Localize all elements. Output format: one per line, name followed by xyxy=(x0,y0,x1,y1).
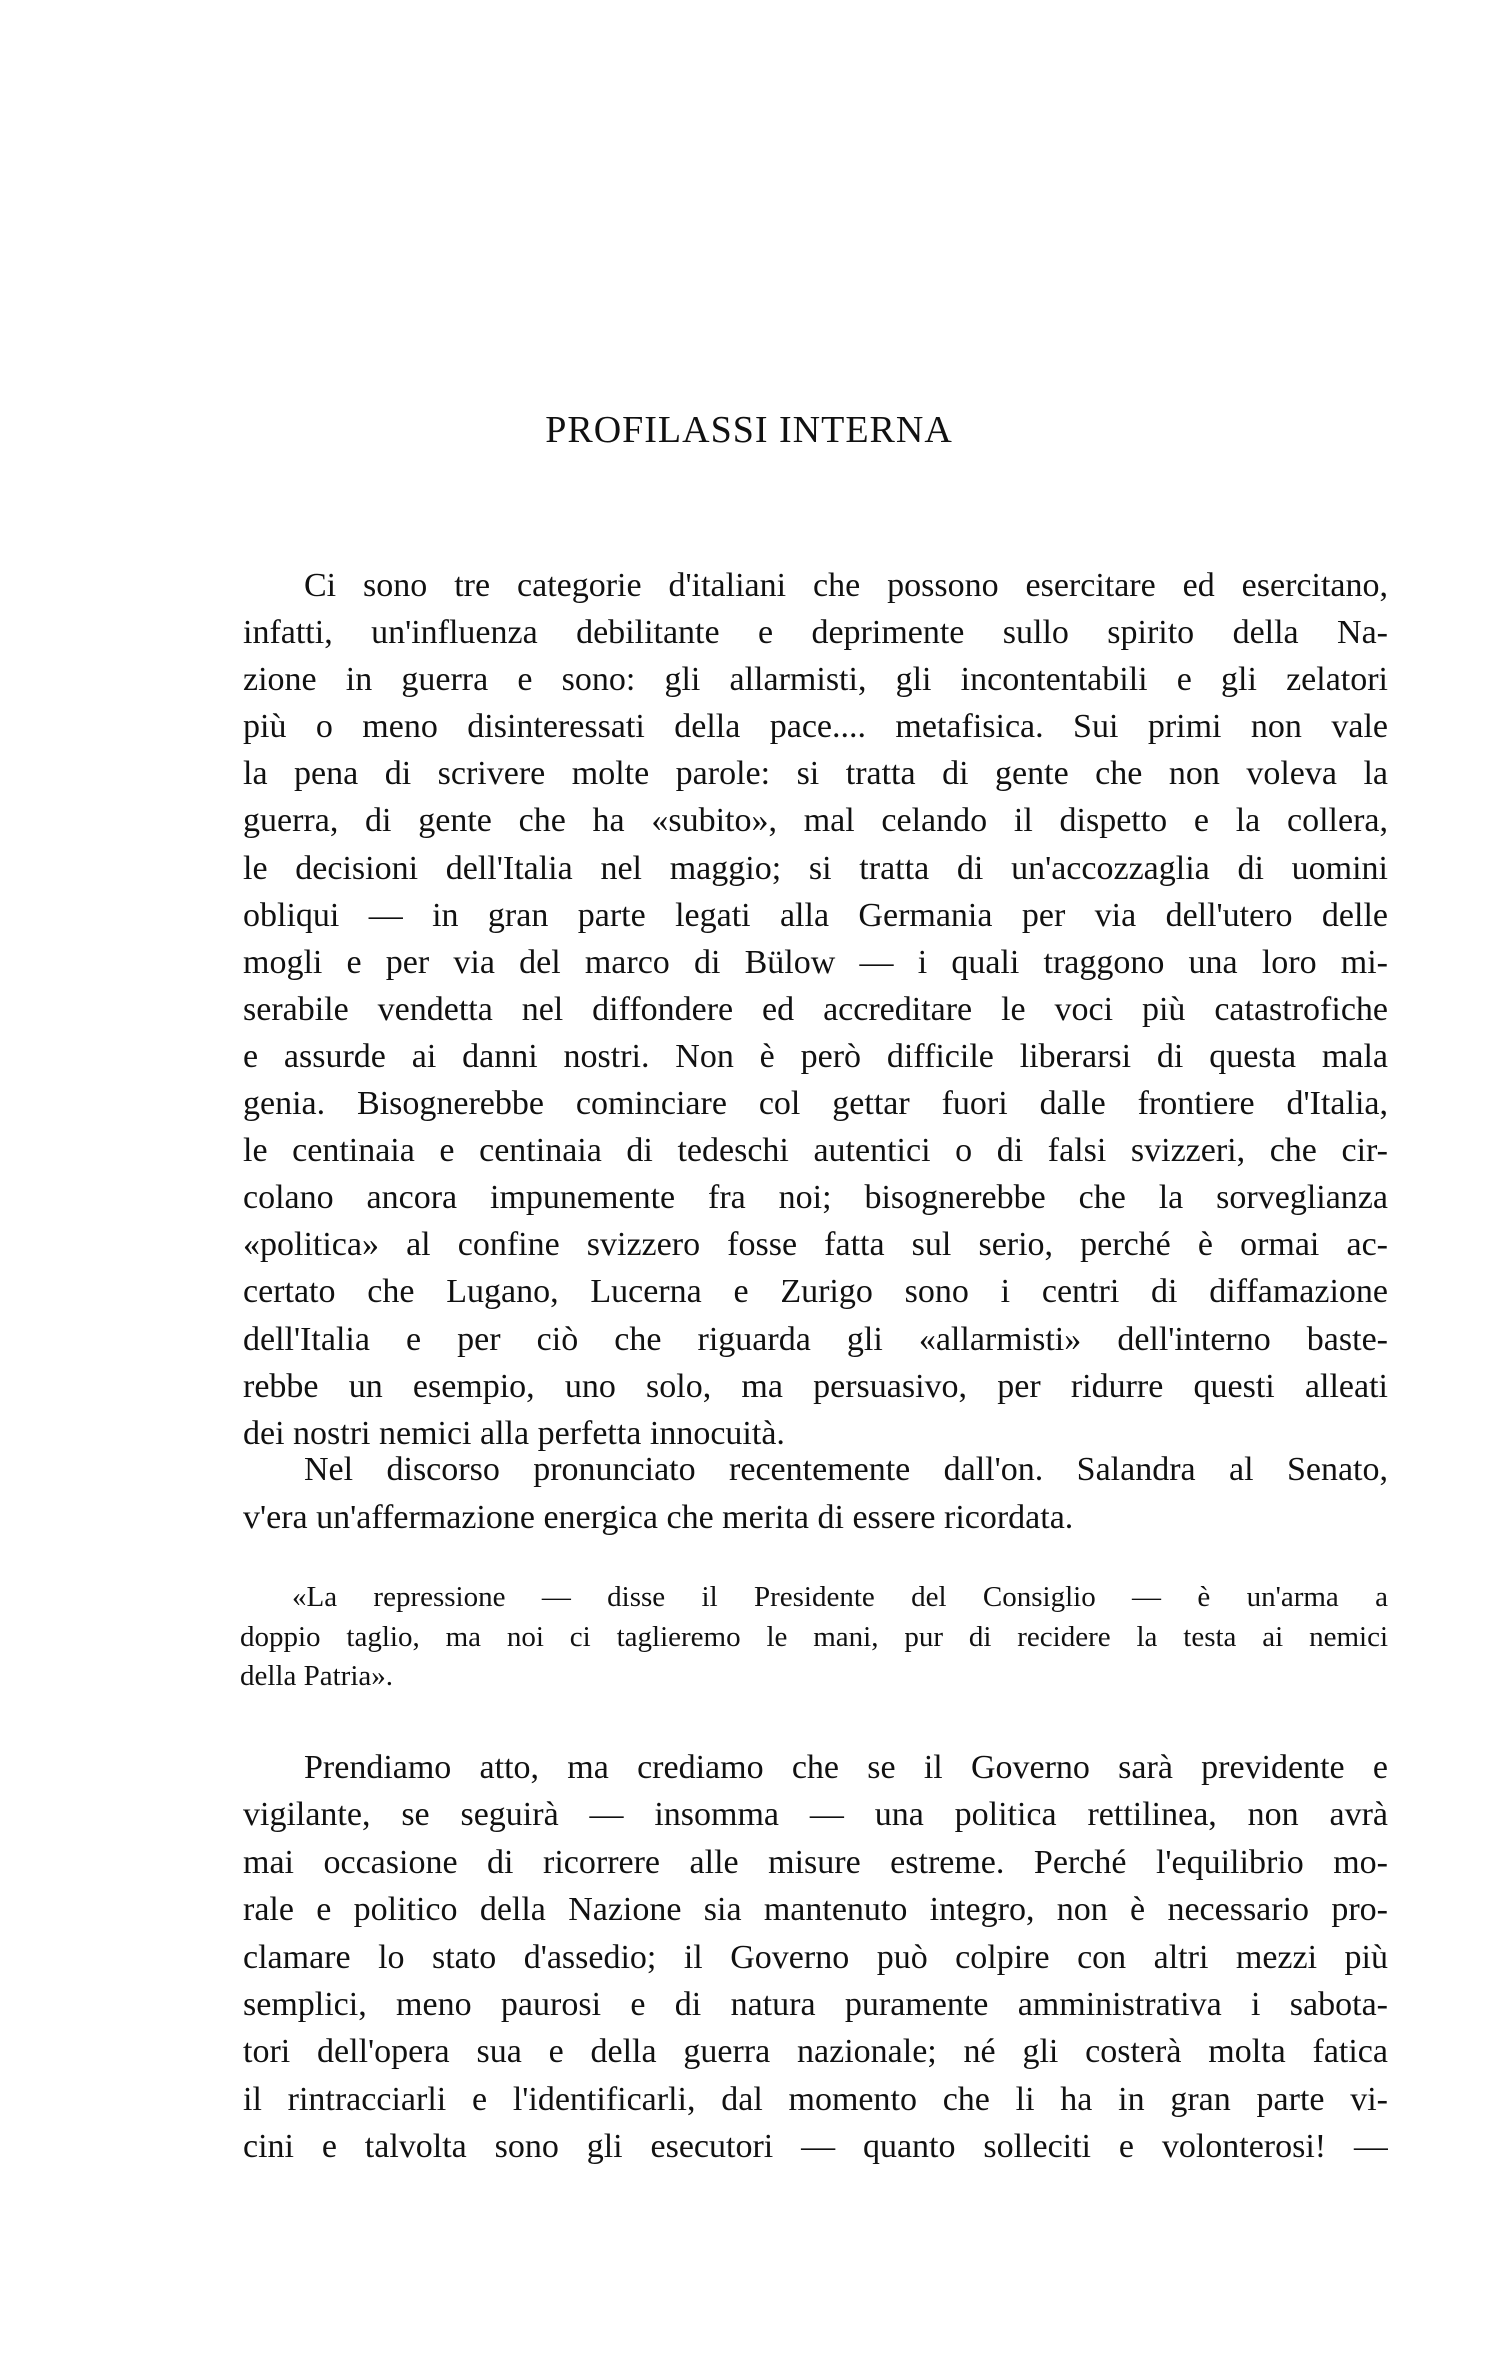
text-line: zione in guerra e sono: gli allarmisti, gli incontentabili e gli zelatori xyxy=(243,661,1388,699)
text-line: dei nostri nemici alla perfetta innocuità. xyxy=(243,1414,785,1452)
text-line: infatti, un'influenza debilitante e deprimente sullo spirito della Na- xyxy=(243,614,1388,652)
text-line: Ci sono tre categorie d'italiani che possono esercitare ed esercitano, xyxy=(304,567,1388,604)
text-line: genia. Bisognerebbe cominciare col gettar fuori dalle frontiere d'Italia, xyxy=(243,1085,1388,1123)
text-line: Prendiamo atto, ma crediamo che se il Governo sarà previdente e xyxy=(304,1749,1388,1786)
text-line: certato che Lugano, Lucerna e Zurigo sono i centri di diffamazione xyxy=(243,1273,1388,1311)
text-line: il rintracciarli e l'identificarli, dal momento che li ha in gran parte vi- xyxy=(243,2080,1388,2118)
text-line: e assurde ai danni nostri. Non è però difficile liberarsi di questa mala xyxy=(243,1037,1388,1075)
text-line: semplici, meno paurosi e di natura puramente amministrativa i sabota- xyxy=(243,1986,1388,2024)
block-quote xyxy=(240,1578,1388,1697)
text-line: «politica» al confine svizzero fosse fatta sul serio, perché è ormai ac- xyxy=(243,1226,1388,1264)
quote-line: «La repressione — disse il Presidente del Consiglio — è un'arma a xyxy=(292,1581,1388,1613)
text-line: le decisioni dell'Italia nel maggio; si tratta di un'accozzaglia di uomini xyxy=(243,849,1388,887)
text-line: vigilante, se seguirà — insomma — una politica rettilinea, non avrà xyxy=(243,1796,1388,1834)
text-line: la pena di scrivere molte parole: si tratta di gente che non voleva la xyxy=(243,755,1388,793)
text-line: le centinaia e centinaia di tedeschi autentici o di falsi svizzeri, che cir- xyxy=(243,1132,1388,1170)
paragraph-1 xyxy=(243,562,1388,1457)
text-line: v'era un'affermazione energica che merita di essere ricordata. xyxy=(243,1498,1074,1536)
paragraph-2 xyxy=(243,1446,1388,1541)
page-title: PROFILASSI INTERNA xyxy=(545,409,953,451)
text-line: rebbe un esempio, uno solo, ma persuasivo, per ridurre questi alleati xyxy=(243,1367,1388,1405)
text-line: obliqui — in gran parte legati alla Germania per via dell'utero delle xyxy=(243,896,1388,934)
text-line: dell'Italia e per ciò che riguarda gli «allarmisti» dell'interno baste- xyxy=(243,1320,1388,1358)
text-line: colano ancora impunemente fra noi; bisognerebbe che la sorveglianza xyxy=(243,1179,1388,1217)
text-line: serabile vendetta nel diffondere ed accreditare le voci più catastrofiche xyxy=(243,990,1388,1028)
text-line: guerra, di gente che ha «subito», mal celando il dispetto e la collera, xyxy=(243,802,1388,840)
text-line: Nel discorso pronunciato recentemente dall'on. Salandra al Senato, xyxy=(304,1451,1388,1488)
text-line: mai occasione di ricorrere alle misure estreme. Perché l'equilibrio mo- xyxy=(243,1843,1388,1881)
text-line: mogli e per via del marco di Bülow — i quali traggono una loro mi- xyxy=(243,943,1388,981)
text-line: tori dell'opera sua e della guerra nazionale; né gli costerà molta fatica xyxy=(243,2033,1388,2071)
quote-line: doppio taglio, ma noi ci taglieremo le mani, pur di recidere la testa ai nemici xyxy=(240,1620,1388,1653)
text-line: clamare lo stato d'assedio; il Governo può colpire con altri mezzi più xyxy=(243,1938,1388,1976)
text-line: più o meno disinteressati della pace.... metafisica. Sui primi non vale xyxy=(243,708,1388,746)
paragraph-3 xyxy=(243,1744,1388,2171)
text-line: cini e talvolta sono gli esecutori — quanto solleciti e volonterosi! — xyxy=(243,2128,1388,2166)
quote-line: della Patria». xyxy=(240,1660,394,1692)
text-line: rale e politico della Nazione sia mantenuto integro, non è necessario pro- xyxy=(243,1891,1388,1929)
